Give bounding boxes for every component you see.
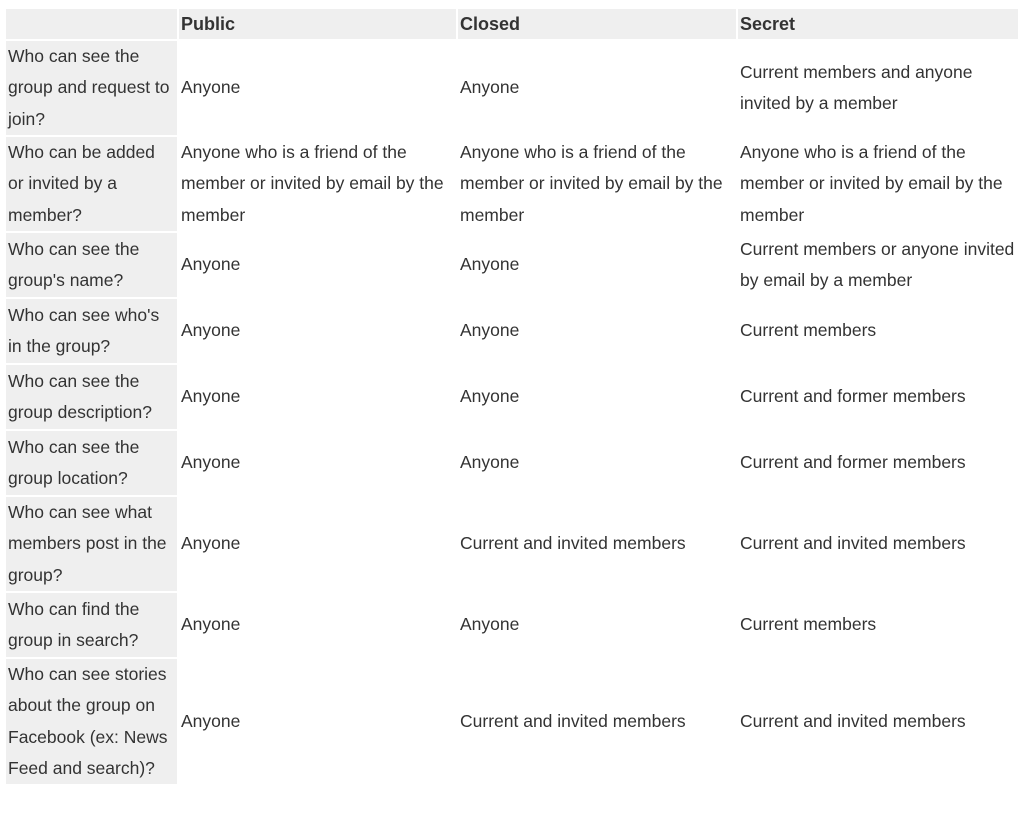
cell-closed: Anyone	[460, 452, 520, 473]
cell-secret: Current members or anyone invited by email by a member	[740, 238, 1015, 290]
cell-secret: Current and former members	[740, 386, 966, 407]
row-question: Who can find the group in search?	[6, 593, 177, 657]
cell-secret: Current and former members	[740, 452, 966, 473]
cell-public: Anyone	[181, 614, 241, 635]
cell-public: Anyone	[181, 386, 241, 407]
cell-secret: Current members	[740, 320, 877, 341]
table-row	[6, 137, 1018, 231]
cell-public: Anyone	[181, 452, 241, 473]
row-question: Who can see the group and request to join?	[6, 41, 177, 135]
header-secret: Secret	[738, 9, 1018, 39]
table-row	[6, 41, 1018, 135]
row-question: Who can see stories about the group on Facebook (ex: News Feed and search)?	[6, 659, 177, 784]
cell-closed: Anyone who is a friend of the member or invited by email by the member	[460, 142, 723, 225]
table-row	[6, 233, 1018, 297]
cell-public: Anyone	[181, 533, 241, 554]
table-row	[6, 593, 1018, 657]
group-privacy-table	[4, 7, 1020, 786]
row-question: Who can see who's in the group?	[6, 299, 177, 363]
row-question: Who can see what members post in the group?	[6, 497, 177, 591]
cell-public: Anyone who is a friend of the member or invited by email by the member	[181, 142, 444, 225]
header-empty-cell	[6, 9, 177, 39]
row-question: Who can be added or invited by a member?	[6, 137, 177, 231]
cell-public: Anyone	[181, 254, 241, 275]
row-question: Who can see the group location?	[6, 431, 177, 495]
cell-closed: Anyone	[460, 77, 520, 98]
cell-secret: Current members and anyone invited by a member	[740, 61, 973, 113]
privacy-comparison-table-container	[6, 9, 1018, 786]
cell-secret: Current and invited members	[740, 710, 966, 731]
row-question: Who can see the group's name?	[6, 233, 177, 297]
cell-secret: Current and invited members	[740, 533, 966, 554]
cell-secret: Current members	[740, 614, 877, 635]
header-closed: Closed	[458, 9, 736, 39]
table-row	[6, 659, 1018, 784]
cell-public: Anyone	[181, 710, 241, 731]
cell-closed: Current and invited members	[460, 710, 686, 731]
cell-closed: Current and invited members	[460, 533, 686, 554]
cell-closed: Anyone	[460, 320, 520, 341]
cell-public: Anyone	[181, 77, 241, 98]
table-row	[6, 497, 1018, 591]
cell-public: Anyone	[181, 320, 241, 341]
row-question: Who can see the group description?	[6, 365, 177, 429]
cell-closed: Anyone	[460, 254, 520, 275]
cell-closed: Anyone	[460, 614, 520, 635]
table-row	[6, 365, 1018, 429]
cell-secret: Anyone who is a friend of the member or invited by email by the member	[740, 142, 1003, 225]
table-header-row	[6, 9, 1018, 39]
table-row	[6, 431, 1018, 495]
header-public: Public	[179, 9, 456, 39]
table-row	[6, 299, 1018, 363]
cell-closed: Anyone	[460, 386, 520, 407]
